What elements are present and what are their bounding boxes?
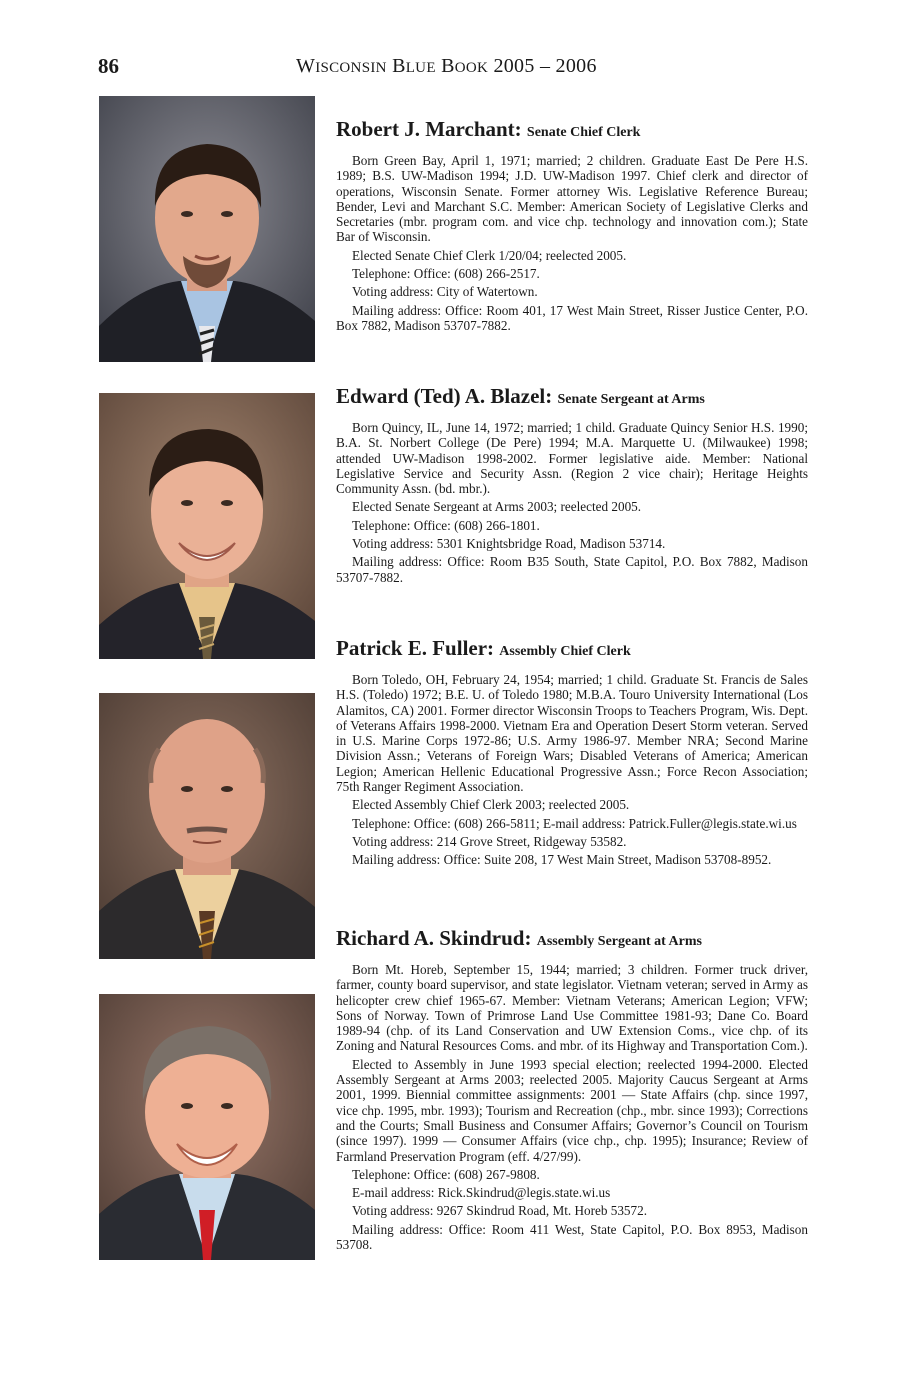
mailing-address-line: Mailing address: Office: Room 411 West, State Capitol, P.O. Box 8953, Madison 53708. xyxy=(336,1221,808,1253)
page-number: 86 xyxy=(98,54,119,78)
running-head-b2: B xyxy=(441,55,455,77)
entry-heading xyxy=(336,636,808,664)
running-head-w-sc: ISCONSIN xyxy=(315,60,387,76)
entry-title: Senate Sergeant at Arms xyxy=(557,392,705,407)
running-head xyxy=(296,55,597,78)
election-paragraph: Elected Senate Sergeant at Arms 2003; reelected 2005. xyxy=(352,499,642,515)
mailing-address-line: Mailing address: Office: Room B35 South, State Capitol, P.O. Box 7882, Madison 53707-7882. xyxy=(336,554,808,585)
bio-paragraph: Born Green Bay, April 1, 1971; married; 2 children. Graduate East De Pere H.S. 1989; B.S. UW-Madison 1994; J.D. UW-Madison 1997. Chief clerk and director of operations, Wisconsin Senate. Former attorney Wis. Legislative Reference Bureau; Bender, Levi and Marchant S.C. Member: American Society of Legislative Clerks and Secretaries (mbr. program com. and vice chp. technology and innovation com.); State Bar of Wisconsin. xyxy=(336,153,808,245)
entry-name: Robert J. Marchant: xyxy=(336,117,522,141)
voting-address-line: Voting address: 9267 Skindrud Road, Mt. Horeb 53572. xyxy=(352,1203,647,1219)
running-head-b2-sc: OOK xyxy=(454,60,489,76)
election-paragraph: Elected Senate Chief Clerk 1/20/04; reelected 2005. xyxy=(352,247,627,263)
running-head-years: 2005 – 2006 xyxy=(493,55,597,77)
portrait-richard-skindrud xyxy=(99,994,315,1260)
bio-edward-blazel xyxy=(336,384,808,588)
entry-title: Assembly Chief Clerk xyxy=(499,644,631,659)
voting-address-line: Voting address: City of Watertown. xyxy=(352,284,538,300)
mailing-address-line: Mailing address: Office: Room 401, 17 West Main Street, Risser Justice Center, P.O. Box 7882, Madison 53707-7882. xyxy=(336,302,808,333)
entry-heading xyxy=(336,926,808,954)
bio-paragraph: Born Mt. Horeb, September 15, 1944; married; 3 children. Former truck driver, farmer, county board supervisor, and state legislator. Vietnam veteran; served in Army as helicopter crew chief 1965-67. Member: Vietnam Veterans; American Legion; VFW; Sons of Norway. Town of Primrose Land Use Committee 1981-93; Dane Co. Board 1989-94 (chp. of its Land Conservation and UW Extension Coms., vice chp. of its Zoning and Natural Resources Coms. and mbr. of its Highway and Transportation Com.). xyxy=(336,962,808,1054)
entry-name: Edward (Ted) A. Blazel: xyxy=(336,384,553,408)
running-head-b: B xyxy=(392,55,406,77)
telephone-line: Telephone: Office: (608) 266-5811; E-mail address: Patrick.Fuller@legis.state.wi.us xyxy=(352,815,797,831)
portrait-edward-blazel xyxy=(99,393,315,659)
voting-address-line: Voting address: 5301 Knightsbridge Road, Madison 53714. xyxy=(352,536,666,552)
entry-heading xyxy=(336,117,808,145)
bio-patrick-fuller xyxy=(336,636,808,871)
bio-richard-skindrud xyxy=(336,926,808,1255)
voting-address-line: Voting address: 214 Grove Street, Ridgeway 53582. xyxy=(352,833,627,849)
bio-paragraph: Born Quincy, IL, June 14, 1972; married; 1 child. Graduate Quincy Senior H.S. 1990; B.A. St. Norbert College (De Pere) 1994; M.A. Marquette U. (Milwaukee) 1998; attended UW-Madison 1998-2002. Former legislative aide. Member: National Legislative Service and Security Assn. (Region 2 vice chair); Heritage Heights Community Assn. (bd. mbr.). xyxy=(336,420,808,497)
mailing-address-line: Mailing address: Office: Suite 208, 17 West Main Street, Madison 53708-8952. xyxy=(352,852,772,868)
portrait-patrick-fuller xyxy=(99,693,315,959)
telephone-line: Telephone: Office: (608) 266-1801. xyxy=(352,517,540,533)
bio-paragraph: Born Toledo, OH, February 24, 1954; married; 1 child. Graduate St. Francis de Sales H.S. (Toledo) 1972; B.E. U. of Toledo 1980; M.B.A. Touro University International (Los Alamitos, CA) 2001. Former director Wisconsin Troops to Teachers Program, Wis. Dept. of Veterans Affairs 1998-2000. Vietnam Era and Operation Desert Storm veteran. Served in U.S. Marine Corps 1972-86; U.S. Army 1986-97. Member NRA; Second Marine Division Assn.; Veterans of Foreign Wars; Disabled Veterans of America; American Legion; American Hellenic Educational Progressive Assn.; Force Recon Association; 75th Ranger Regiment Association. xyxy=(336,672,808,795)
entry-title: Senate Chief Clerk xyxy=(526,125,641,140)
telephone-line: Telephone: Office: (608) 266-2517. xyxy=(352,266,540,282)
entry-heading xyxy=(336,384,808,412)
entry-name: Patrick E. Fuller: xyxy=(336,636,495,660)
running-head-b-sc: LUE xyxy=(405,60,436,76)
running-head-w: W xyxy=(296,55,316,77)
portrait-robert-marchant xyxy=(99,96,315,362)
email-line: E-mail address: Rick.Skindrud@legis.state.wi.us xyxy=(352,1185,611,1201)
entry-title: Assembly Sergeant at Arms xyxy=(536,934,702,949)
election-paragraph: Elected to Assembly in June 1993 special election; reelected 1994-2000. Elected Assembly Sergeant at Arms 2003; reelected 2005. Majority Caucus Sergeant at Arms 2001, 1999. Biennial committee assignments: 2001 — State Affairs (chp. since 1997, vice chp. 1995, mbr. 1993); Tourism and Recreation (chp., mbr. since 1993); Corrections and the Courts; Small Business and Consumer Affairs; Governor’s Council on Tourism (since 1997). 1999 — Consumer Affairs (vice chp., chp. 1995); Insurance; Review of Farmland Preservation Program (eff. 4/27/99). xyxy=(336,1056,808,1164)
election-paragraph: Elected Assembly Chief Clerk 2003; reelected 2005. xyxy=(352,797,630,813)
bio-robert-marchant xyxy=(336,117,808,336)
telephone-line: Telephone: Office: (608) 267-9808. xyxy=(352,1166,540,1182)
entry-name: Richard A. Skindrud: xyxy=(336,926,532,950)
